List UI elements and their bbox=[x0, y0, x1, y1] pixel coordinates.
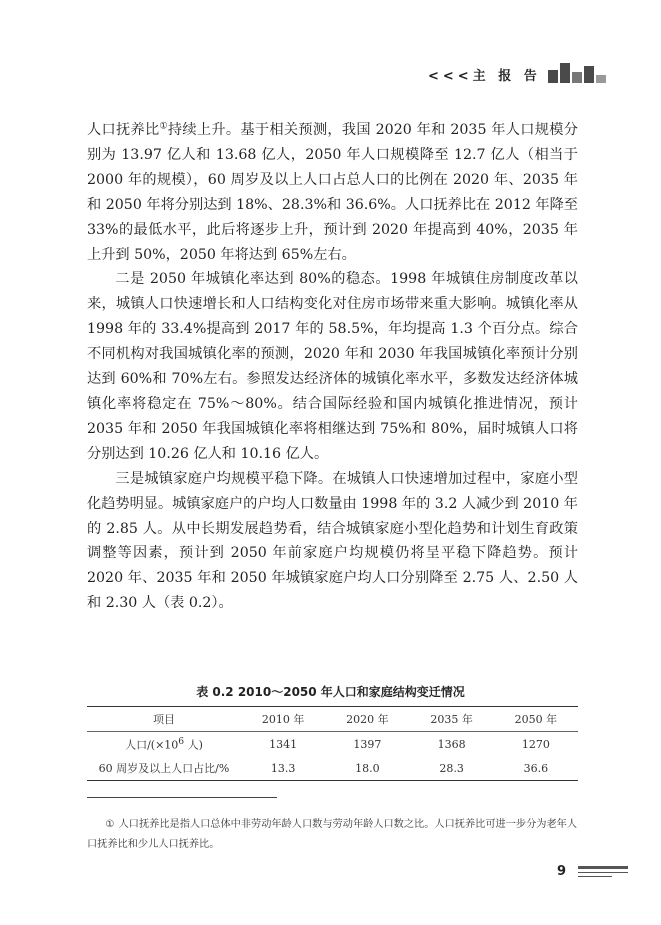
table-row bbox=[87, 732, 578, 757]
table-cell: 1397 bbox=[353, 737, 382, 751]
page-number: 9 bbox=[557, 864, 567, 879]
footnote bbox=[87, 815, 578, 855]
row-label bbox=[87, 732, 241, 757]
body-text bbox=[87, 118, 578, 616]
footnote-reference[interactable]: ① bbox=[159, 121, 168, 132]
section-label: <<<主 报 告 bbox=[428, 69, 541, 84]
table-cell: 18.0 bbox=[325, 756, 409, 781]
table-cell: 1341 bbox=[269, 737, 298, 751]
bar-chart-icon bbox=[548, 63, 616, 83]
page-number-rule bbox=[578, 872, 628, 873]
column-header: 项目 bbox=[87, 707, 241, 732]
column-header: 2050 年 bbox=[494, 707, 578, 732]
table-cell: 1270 bbox=[521, 737, 550, 751]
paragraph-text: 人口抚养比 bbox=[87, 122, 160, 138]
table-cell: 1368 bbox=[437, 737, 466, 751]
page-number-rule bbox=[578, 876, 612, 877]
row-label-exponent: 6 bbox=[178, 735, 185, 747]
column-header: 2010 年 bbox=[241, 707, 325, 732]
row-label-unit: 人) bbox=[184, 738, 203, 752]
table-cell: 13.3 bbox=[241, 756, 325, 781]
table-title: 表 0.2 2010～2050 年人口和家庭结构变迁情况 bbox=[196, 685, 465, 699]
paragraph-urbanization: 二是 2050 年城镇化率达到 80%的稳态。1998 年城镇住房制度改革以来，城镇人口快速增长和人口结构变化对住房市场带来重大影响。城镇化率从 1998 年的 33.4%提高到 2017 年的 58.5%，年均提高 1.3 个百分点。综合不同机构对我国城镇化率的预测，2020 年和 2030 年我国城镇化率预计分别达到 60%和 70%左右。参照发达经济体的城镇化率水平，多数发达经济体城镇化率将稳定在 75%～80%。结合国际经验和国内城镇化推进情况，预计 2035 年和 2050 年我国城镇化率将相继达到 75%和 80%，届时城镇人口将分别达到 10.26 亿人和 10.16 亿人。 bbox=[87, 271, 578, 462]
page-number-rule bbox=[578, 866, 628, 869]
paragraph-population bbox=[87, 118, 578, 267]
column-header: 2020 年 bbox=[325, 707, 409, 732]
population-table bbox=[87, 706, 578, 781]
footnote-mark: ① bbox=[105, 819, 115, 830]
row-label: 60 周岁及以上人口占比/% bbox=[87, 756, 241, 781]
column-header: 2035 年 bbox=[410, 707, 494, 732]
running-header bbox=[428, 63, 618, 87]
table-row bbox=[87, 756, 578, 781]
table-cell: 28.3 bbox=[410, 756, 494, 781]
footnote-text: 人口抚养比是指人口总体中非劳动年龄人口数与劳动年龄人口数之比。人口抚养比可进一步分为老年人口抚养比和少儿人口抚养比。 bbox=[87, 819, 578, 850]
table-header-row bbox=[87, 707, 578, 732]
table-cell: 36.6 bbox=[494, 756, 578, 781]
footnote-divider bbox=[87, 797, 277, 798]
paragraph-text: 持续上升。基于相关预测，我国 2020 年和 2035 年人口规模分别为 13.97 亿人和 13.68 亿人，2050 年人口规模降至 12.7 亿人（相当于 2000 年的规模），60 周岁及以上人口占总人口的比例在 2020 年、2035 年和 2050 年将分别达到 18%、28.3%和 36.6%。人口抚养比在 2012 年降至 33%的最低水平，此后将逐步上升，预计到 2020 年提高到 40%，2035 年上升到 50%，2050 年将达到 65%左右。 bbox=[87, 122, 578, 263]
paragraph-household: 三是城镇家庭户均规模平稳下降。在城镇人口快速增加过程中，家庭小型化趋势明显。城镇家庭户的户均人口数量由 1998 年的 3.2 人减少到 2010 年的 2.85 人。从中长期发展趋势看，结合城镇家庭小型化趋势和计划生育政策调整等因素，预计到 2050 年前家庭户均规模仍将呈平稳下降趋势。预计 2020 年、2035 年和 2050 年城镇家庭户均人口分别降至 2.75 人、2.50 人和 2.30 人（表 0.2）。 bbox=[87, 470, 578, 612]
row-label-text: 人口/(×10 bbox=[125, 738, 179, 752]
